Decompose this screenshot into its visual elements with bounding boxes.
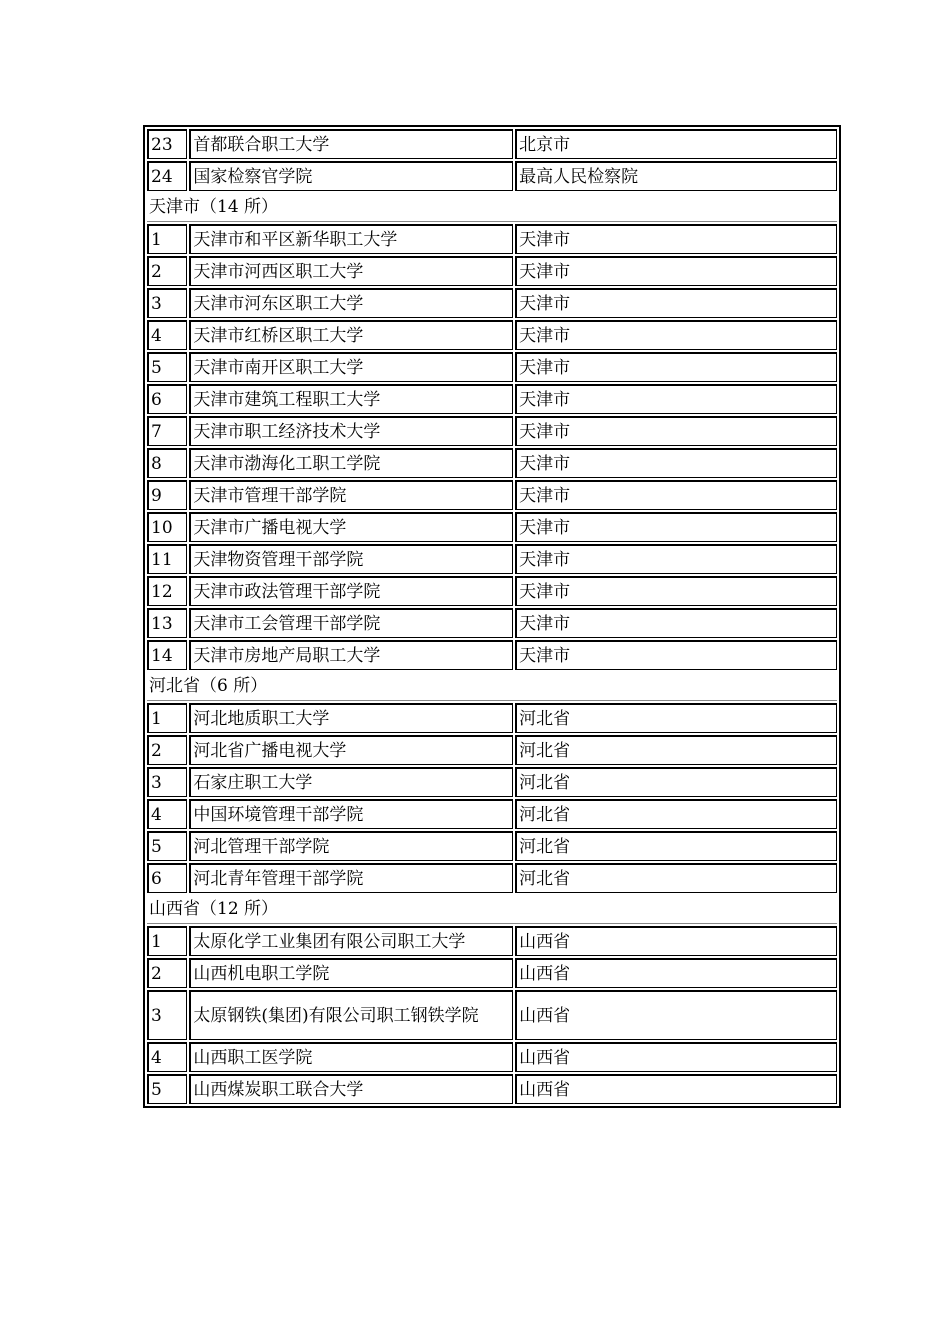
institution-name: 天津市建筑工程职工大学 xyxy=(189,384,513,414)
row-number: 13 xyxy=(147,608,187,638)
institution-name: 天津市渤海化工职工学院 xyxy=(189,448,513,478)
table-row xyxy=(147,416,837,446)
group-header-label: 河北省（6 所） xyxy=(147,672,837,701)
table-row xyxy=(147,161,837,191)
institution-name: 太原化学工业集团有限公司职工大学 xyxy=(189,926,513,956)
institution-name: 天津市管理干部学院 xyxy=(189,480,513,510)
institution-name: 天津市河东区职工大学 xyxy=(189,288,513,318)
row-number: 3 xyxy=(147,767,187,797)
row-number: 12 xyxy=(147,576,187,606)
row-number: 9 xyxy=(147,480,187,510)
institution-location: 天津市 xyxy=(515,480,837,510)
row-number: 4 xyxy=(147,799,187,829)
group-header-row xyxy=(147,672,837,701)
institution-location: 最高人民检察院 xyxy=(515,161,837,191)
table-row xyxy=(147,384,837,414)
row-number: 4 xyxy=(147,320,187,350)
row-number: 8 xyxy=(147,448,187,478)
institution-location: 山西省 xyxy=(515,1074,837,1104)
institution-location: 天津市 xyxy=(515,416,837,446)
table-row xyxy=(147,576,837,606)
institution-location: 河北省 xyxy=(515,767,837,797)
row-number: 4 xyxy=(147,1042,187,1072)
institution-location: 天津市 xyxy=(515,288,837,318)
institution-name: 天津市工会管理干部学院 xyxy=(189,608,513,638)
institution-location: 天津市 xyxy=(515,224,837,254)
institution-location: 天津市 xyxy=(515,608,837,638)
institution-location: 天津市 xyxy=(515,448,837,478)
institution-name: 山西煤炭职工联合大学 xyxy=(189,1074,513,1104)
table-row xyxy=(147,799,837,829)
institution-location: 河北省 xyxy=(515,863,837,893)
table-row xyxy=(147,767,837,797)
row-number: 3 xyxy=(147,288,187,318)
table-row xyxy=(147,703,837,733)
table-row xyxy=(147,863,837,893)
institution-table xyxy=(143,125,841,1108)
table-row xyxy=(147,1042,837,1072)
table-row xyxy=(147,320,837,350)
institution-location: 河北省 xyxy=(515,831,837,861)
institution-name: 河北青年管理干部学院 xyxy=(189,863,513,893)
institution-name: 河北管理干部学院 xyxy=(189,831,513,861)
table-row xyxy=(147,480,837,510)
institution-location: 天津市 xyxy=(515,352,837,382)
institution-name: 天津物资管理干部学院 xyxy=(189,544,513,574)
row-number: 6 xyxy=(147,863,187,893)
institution-name: 石家庄职工大学 xyxy=(189,767,513,797)
table-row xyxy=(147,926,837,956)
institution-name: 天津市房地产局职工大学 xyxy=(189,640,513,670)
table-row xyxy=(147,1074,837,1104)
institution-location: 天津市 xyxy=(515,544,837,574)
institution-location: 河北省 xyxy=(515,799,837,829)
row-number: 2 xyxy=(147,256,187,286)
table-row xyxy=(147,544,837,574)
group-header-label: 山西省（12 所） xyxy=(147,895,837,924)
institution-location: 河北省 xyxy=(515,735,837,765)
table-row xyxy=(147,831,837,861)
table-row xyxy=(147,448,837,478)
row-number: 24 xyxy=(147,161,187,191)
table-row xyxy=(147,640,837,670)
row-number: 7 xyxy=(147,416,187,446)
institution-location: 天津市 xyxy=(515,384,837,414)
row-number: 1 xyxy=(147,703,187,733)
institution-location: 天津市 xyxy=(515,512,837,542)
row-number: 2 xyxy=(147,735,187,765)
table-row xyxy=(147,352,837,382)
row-number: 10 xyxy=(147,512,187,542)
row-number: 14 xyxy=(147,640,187,670)
row-number: 5 xyxy=(147,831,187,861)
institution-name: 天津市广播电视大学 xyxy=(189,512,513,542)
table-row xyxy=(147,512,837,542)
institution-location: 天津市 xyxy=(515,576,837,606)
row-number: 3 xyxy=(147,990,187,1040)
table-row xyxy=(147,958,837,988)
institution-location: 河北省 xyxy=(515,703,837,733)
group-header-label: 天津市（14 所） xyxy=(147,193,837,222)
institution-location: 北京市 xyxy=(515,129,837,159)
institution-name: 山西职工医学院 xyxy=(189,1042,513,1072)
table-row xyxy=(147,735,837,765)
group-header-row xyxy=(147,895,837,924)
institution-location: 山西省 xyxy=(515,1042,837,1072)
institution-name: 天津市南开区职工大学 xyxy=(189,352,513,382)
row-number: 6 xyxy=(147,384,187,414)
institution-location: 天津市 xyxy=(515,256,837,286)
institution-name: 天津市和平区新华职工大学 xyxy=(189,224,513,254)
institution-location: 山西省 xyxy=(515,958,837,988)
table-row xyxy=(147,224,837,254)
institution-location: 天津市 xyxy=(515,320,837,350)
institution-name: 山西机电职工学院 xyxy=(189,958,513,988)
institution-name: 天津市红桥区职工大学 xyxy=(189,320,513,350)
table-row xyxy=(147,129,837,159)
row-number: 11 xyxy=(147,544,187,574)
row-number: 5 xyxy=(147,352,187,382)
table-row xyxy=(147,608,837,638)
table-body xyxy=(147,129,837,1104)
institution-location: 山西省 xyxy=(515,926,837,956)
row-number: 2 xyxy=(147,958,187,988)
institution-name: 河北地质职工大学 xyxy=(189,703,513,733)
institution-name: 河北省广播电视大学 xyxy=(189,735,513,765)
institution-location: 山西省 xyxy=(515,990,837,1040)
institution-name: 太原钢铁(集团)有限公司职工钢铁学院 xyxy=(189,990,513,1040)
institution-name: 首都联合职工大学 xyxy=(189,129,513,159)
institution-name: 天津市职工经济技术大学 xyxy=(189,416,513,446)
row-number: 1 xyxy=(147,224,187,254)
table-row xyxy=(147,256,837,286)
row-number: 23 xyxy=(147,129,187,159)
institution-location: 天津市 xyxy=(515,640,837,670)
institution-name: 天津市河西区职工大学 xyxy=(189,256,513,286)
institution-name: 中国环境管理干部学院 xyxy=(189,799,513,829)
group-header-row xyxy=(147,193,837,222)
table-row xyxy=(147,990,837,1040)
institution-name: 天津市政法管理干部学院 xyxy=(189,576,513,606)
table-row xyxy=(147,288,837,318)
institution-name: 国家检察官学院 xyxy=(189,161,513,191)
row-number: 5 xyxy=(147,1074,187,1104)
row-number: 1 xyxy=(147,926,187,956)
